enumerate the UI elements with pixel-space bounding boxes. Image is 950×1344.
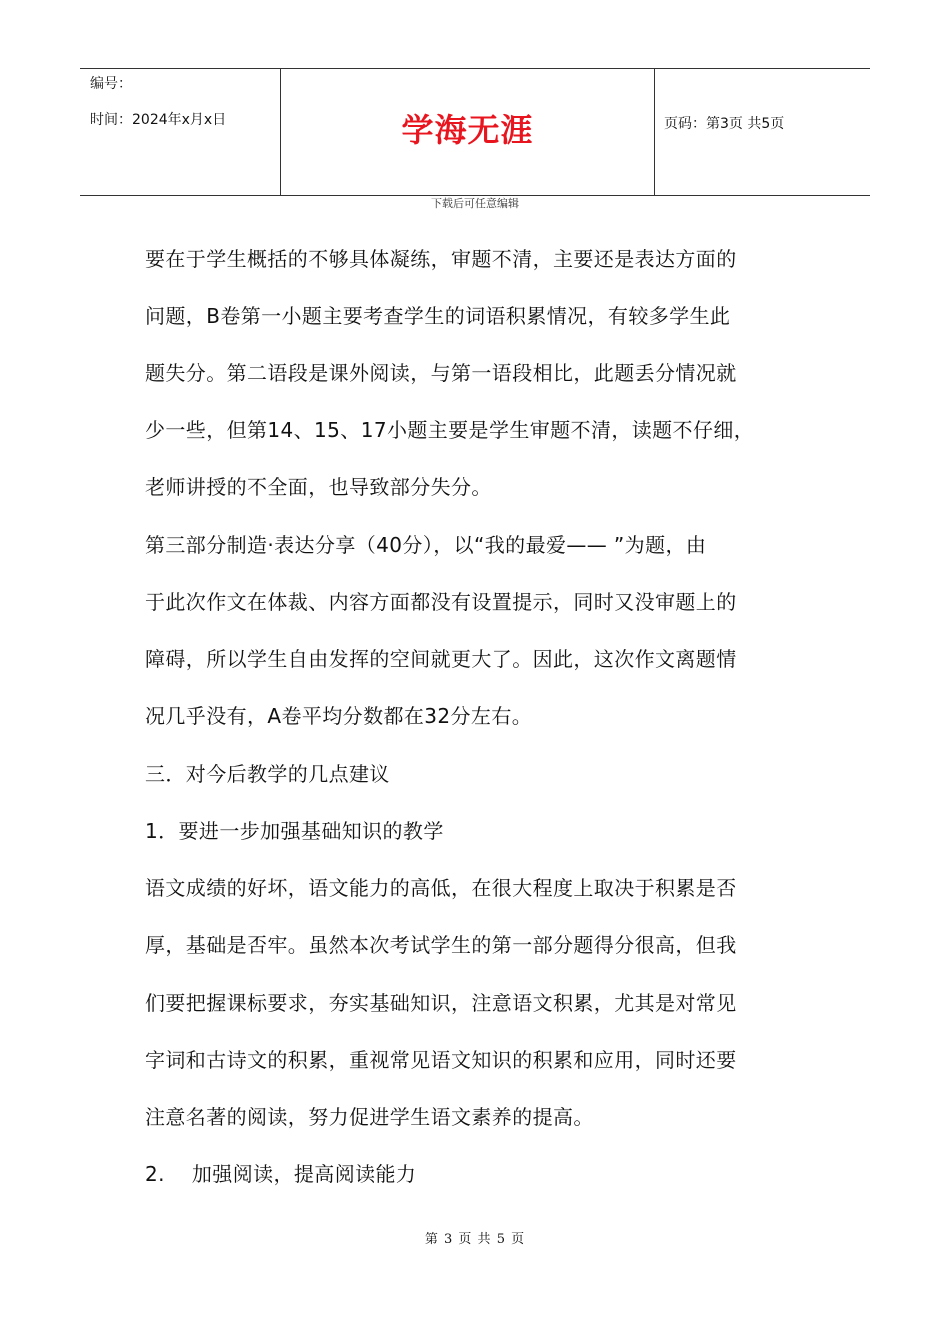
page-info: 页码：第3页 共5页 — [664, 116, 785, 132]
body-line: 注意名著的阅读，努力促进学生语文素养的提高。 — [145, 1105, 594, 1129]
header-right-cell — [654, 69, 870, 195]
body-line: 要在于学生概括的不够具体凝练，审题不清，主要还是表达方面的 — [145, 247, 737, 271]
header-title-cell — [280, 69, 655, 195]
body-line: 们要把握课标要求，夯实基础知识，注意语文积累，尤其是对常见 — [145, 991, 737, 1015]
body-line: 问题，B卷第一小题主要考查学生的词语积累情况，有较多学生此 — [145, 304, 731, 328]
body-line: 少一些，但第14、15、17小题主要是学生审题不清，读题不仔细， — [145, 418, 755, 442]
body-line: 况几乎没有，A卷平均分数都在32分左右。 — [145, 704, 533, 728]
time-label: 时间：2024年x月x日 — [90, 112, 227, 128]
subsection-heading: 1．要进一步加强基础知识的教学 — [145, 819, 444, 843]
brand-title: 学海无涯 — [401, 111, 534, 149]
document-header — [80, 68, 870, 196]
body-line: 语文成绩的好坏，语文能力的高低，在很大程度上取决于积累是否 — [145, 876, 737, 900]
number-label: 编号： — [90, 76, 132, 92]
body-line: 第三部分制造·表达分享（40分），以“我的最爱—— ”为题，由 — [145, 533, 707, 557]
body-line: 厚，基础是否牢。虽然本次考试学生的第一部分题得分很高，但我 — [145, 933, 737, 957]
body-line: 题失分。第二语段是课外阅读，与第一语段相比，此题丢分情况就 — [145, 361, 737, 385]
subsection-heading: 2. 加强阅读，提高阅读能力 — [145, 1162, 417, 1186]
section-heading: 三．对今后教学的几点建议 — [145, 762, 390, 786]
page-footer: 第 3 页 共 5 页 — [424, 1232, 526, 1247]
body-line: 于此次作文在体裁、内容方面都没有设置提示，同时又没审题上的 — [145, 590, 737, 614]
body-line: 字词和古诗文的积累，重视常见语文知识的积累和应用，同时还要 — [145, 1048, 737, 1072]
body-line: 老师讲授的不全面，也导致部分失分。 — [145, 475, 492, 499]
body-line: 障碍，所以学生自由发挥的空间就更大了。因此，这次作文离题情 — [145, 647, 737, 671]
header-left-cell — [80, 69, 280, 195]
editable-note: 下载后可任意编辑 — [431, 197, 519, 210]
